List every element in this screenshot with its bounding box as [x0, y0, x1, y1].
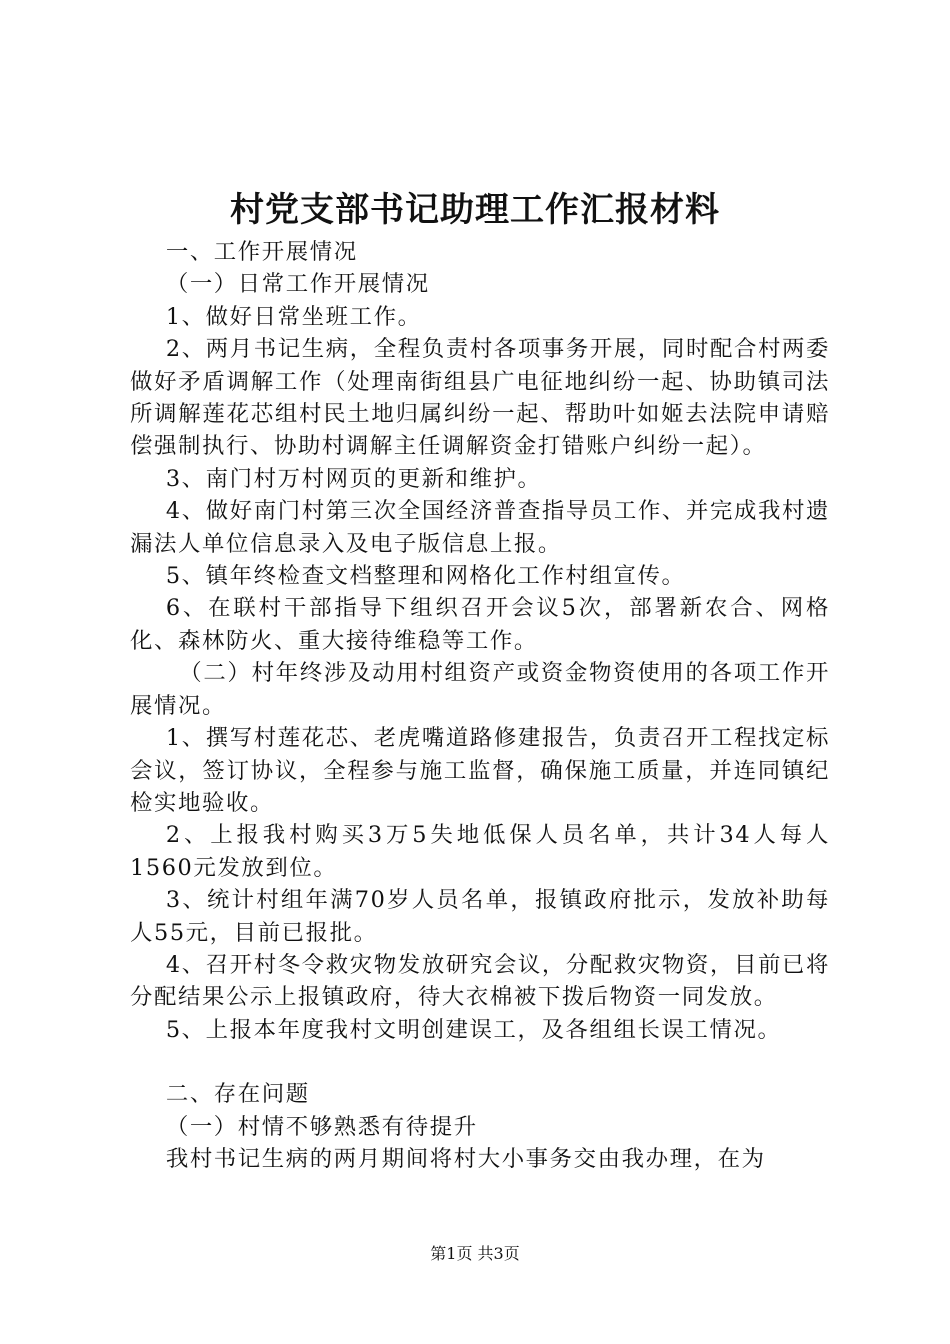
paragraph: 1、做好日常坐班工作。: [165, 303, 422, 330]
section-heading: 二、存在问题: [165, 1081, 310, 1108]
document-title: 村党支部书记助理工作汇报材料: [230, 190, 720, 230]
paragraph-gap: [130, 1046, 830, 1078]
paragraph: 3、统计村组年满70岁人员名单，报镇政府批示，发放补助每人55元，目前已报批。: [130, 887, 830, 946]
paragraph: 2、上报我村购买3万5失地低保人员名单，共计34人每人1560元发放到位。: [130, 822, 830, 881]
paragraph: 4、做好南门村第三次全国经济普查指导员工作、并完成我村遗漏法人单位信息录入及电子版信息上报。: [130, 498, 830, 557]
paragraph: 5、上报本年度我村文明创建误工，及各组组长误工情况。: [165, 1016, 782, 1043]
subsection-heading: （二）村年终涉及动用村组资产或资金物资使用的各项工作开展情况。: [130, 660, 830, 719]
paragraph: 5、镇年终检查文档整理和网格化工作村组宣传。: [165, 563, 686, 590]
paragraph: 6、在联村干部指导下组织召开会议5次，部署新农合、网格化、森林防火、重大接待维稳等工作。: [130, 595, 830, 654]
section-heading: 一、工作开展情况: [165, 239, 358, 265]
document-body: [130, 236, 830, 1175]
paragraph: 我村书记生病的两月期间将村大小事务交由我办理，在为: [165, 1145, 766, 1172]
page-footer: 第1页 共3页: [430, 1244, 520, 1263]
paragraph: 1、撰写村莲花芯、老虎嘴道路修建报告，负责召开工程找定标会议，签订协议，全程参与施工监督，确保施工质量，并连同镇纪检实地验收。: [130, 725, 830, 816]
paragraph: 4、召开村冬令救灾物发放研究会议，分配救灾物资，目前已将分配结果公示上报镇政府，待大衣棉被下拨后物资一同发放。: [130, 951, 830, 1011]
subsection-heading: （一）日常工作开展情况: [165, 271, 430, 298]
subsection-heading: （一）村情不够熟悉有待提升: [165, 1113, 478, 1140]
paragraph: 2、两月书记生病，全程负责村各项事务开展，同时配合村两委做好矛盾调解工作（处理南街组县广电征地纠纷一起、协助镇司法所调解莲花芯组村民土地归属纠纷一起、帮助叶如姬去法院申请赔偿强制执行、协助村调解主任调解资金打错账户纠纷一起）。: [130, 336, 830, 460]
paragraph: 3、南门村万村网页的更新和维护。: [165, 465, 542, 492]
